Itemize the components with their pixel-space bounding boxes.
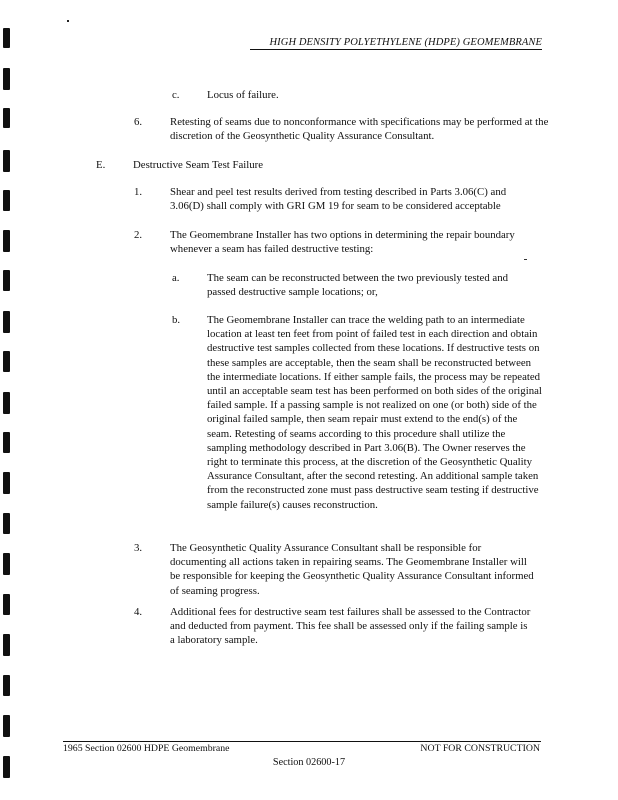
item-e3-text: The Geosynthetic Quality Assurance Consultant shall be responsible for documenting all actions taken in repairing seams. The Geomembrane Installer will be responsible for keeping the Geosynthetic Quality Assurance Consultant informed of seaming progress. bbox=[170, 542, 534, 597]
item-c-text: Locus of failure. bbox=[207, 89, 279, 101]
item-e4-marker: 4. bbox=[134, 606, 143, 618]
binder-hole-mark bbox=[3, 150, 10, 172]
scan-speck bbox=[524, 259, 527, 260]
binder-hole-mark bbox=[3, 472, 10, 494]
binder-hole-mark bbox=[3, 392, 10, 414]
footer-document-id: 1965 Section 02600 HDPE Geomembrane bbox=[63, 743, 230, 754]
item-6-marker: 6. bbox=[134, 116, 143, 128]
binder-hole-mark bbox=[3, 675, 10, 696]
item-e1-text: Shear and peel test results derived from testing described in Parts 3.06(C) and 3.06(D) shall comply with GRI GM 19 for seam to be considered acceptable bbox=[170, 186, 507, 213]
item-e2a-text: The seam can be reconstructed between the two previously tested and passed destructive sample locations; or, bbox=[207, 272, 509, 299]
header-rule bbox=[250, 49, 542, 50]
binder-hole-mark bbox=[3, 432, 10, 453]
page-number: Section 02600-17 bbox=[272, 757, 346, 768]
binder-hole-mark bbox=[3, 594, 10, 615]
binder-hole-mark bbox=[3, 108, 10, 128]
binder-hole-mark bbox=[3, 270, 10, 291]
item-6-text: Retesting of seams due to nonconformance with specifications may be performed at the discretion of the Geosynthetic Quality Assurance Consultant. bbox=[170, 116, 549, 143]
binder-hole-mark bbox=[3, 513, 10, 534]
binder-hole-mark bbox=[3, 28, 10, 48]
binder-hole-mark bbox=[3, 68, 10, 90]
item-e2b-text: The Geomembrane Installer can trace the welding path to an intermediate location at least ten feet from point of failed test in each direction and obtain destructive test samples collected from these locations. If destructive tests on these samples are acceptable, then the seam shall be reconstructed between the intermediate locations. If either sample fails, the process may be repeated until an acceptable seam test has been performed on both sides of the original failed sample. If a passing sample is not realized on one (or both) side of the original failed sample, then seam repair must extend to the end(s) of the seam. Retesting of seams according to this procedure shall utilize the sampling methodology described in Part 3.06(B). The Owner reserves the right to terminate this process, at the discretion of the Geosynthetic Quality Assurance Consultant, after the second retesting. An additional sample taken from the reconstructed zone must pass destructive seam testing if destructive sample failure(s) causes reconstruction. bbox=[207, 314, 542, 511]
item-e2b-marker: b. bbox=[172, 314, 181, 326]
item-e2a-marker: a. bbox=[172, 272, 180, 284]
binder-hole-mark bbox=[3, 715, 10, 737]
binder-hole-mark bbox=[3, 190, 10, 211]
footer-rule bbox=[63, 741, 541, 742]
binder-hole-mark bbox=[3, 230, 10, 252]
footer-status: NOT FOR CONSTRUCTION bbox=[420, 743, 540, 754]
item-e4-text: Additional fees for destructive seam test failures shall be assessed to the Contractor and deducted from payment. This fee shall be assessed only if the failing sample is a laboratory sample. bbox=[170, 606, 531, 647]
binder-hole-mark bbox=[3, 351, 10, 372]
item-e1-marker: 1. bbox=[134, 186, 143, 198]
binder-hole-mark bbox=[3, 311, 10, 333]
item-e3-marker: 3. bbox=[134, 542, 143, 554]
item-c-marker: c. bbox=[172, 89, 180, 101]
section-e-heading: Destructive Seam Test Failure bbox=[133, 159, 264, 171]
item-e2-marker: 2. bbox=[134, 229, 143, 241]
running-header: HIGH DENSITY POLYETHYLENE (HDPE) GEOMEMBRANE bbox=[269, 37, 542, 48]
binder-hole-mark bbox=[3, 553, 10, 575]
binder-hole-mark bbox=[3, 634, 10, 656]
item-e2-text: The Geomembrane Installer has two options in determining the repair boundary whenever a seam has failed destructive testing: bbox=[170, 229, 515, 256]
scan-speck bbox=[67, 20, 69, 22]
section-e-marker: E. bbox=[96, 159, 106, 171]
